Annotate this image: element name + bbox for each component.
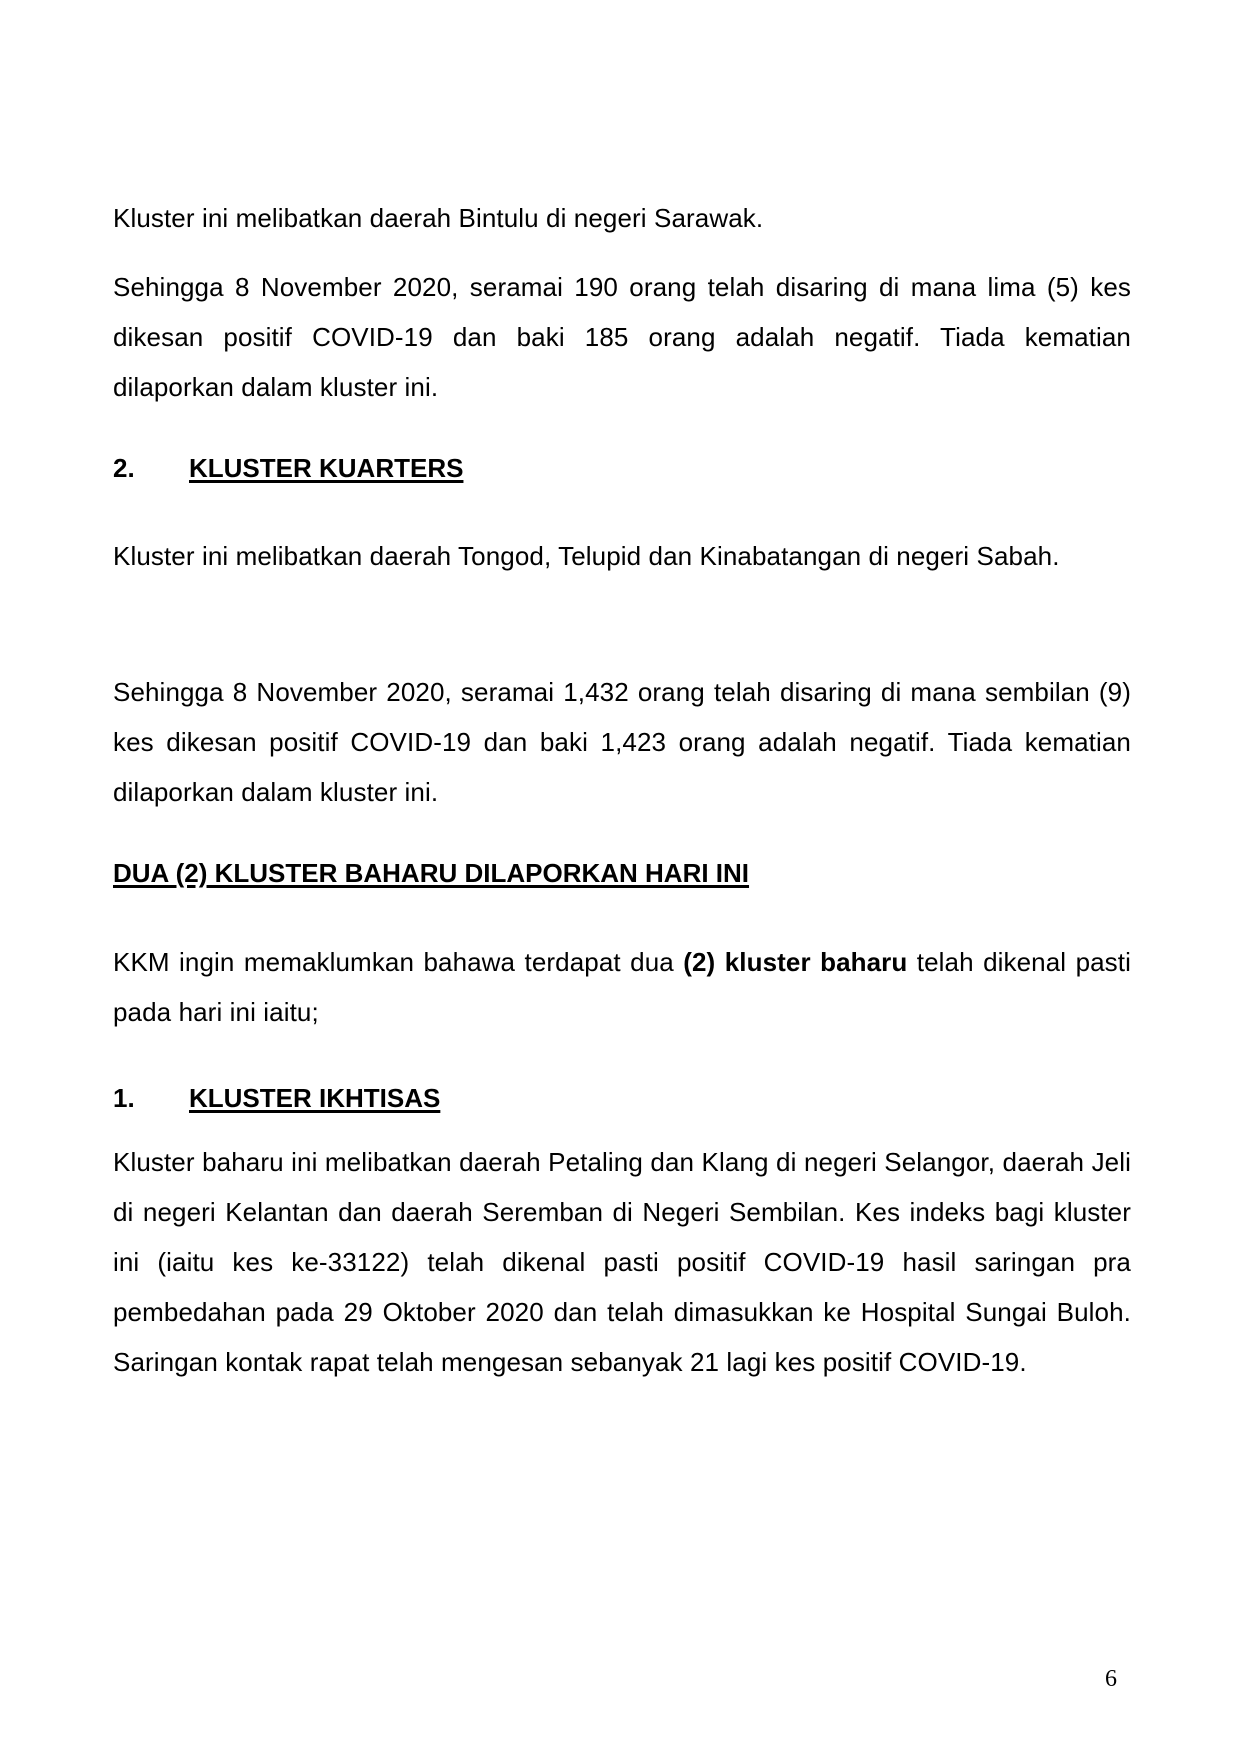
heading-title: KLUSTER KUARTERS [189,453,464,483]
intro-text-pre: KKM ingin memaklumkan bahawa terdapat dua [113,947,684,977]
intro-text-post: telah dikenal pasti pada hari ini iaitu; [113,947,1131,1027]
intro-text-bold: (2) kluster baharu [683,947,908,977]
paragraph-ikhtisas-details: Kluster baharu ini melibatkan daerah Petaling dan Klang di negeri Selangor, daerah Jeli di negeri Kelantan dan daerah Seremban di Negeri Sembilan. Kes indeks bagi kluster ini (iaitu kes ke-33122) telah dikenal pasti positif COVID-19 hasil saringan pra pembedahan pada 29 Oktober 2020 dan telah dimasukkan ke Hospital Sungai Buloh. Saringan kontak rapat telah mengesan sebanyak 21 lagi kes positif COVID-19. [113,1147,1131,1377]
heading-number: 1. [113,1083,135,1113]
heading-number: 2. [113,453,135,483]
paragraph-bintulu-stats: Sehingga 8 November 2020, seramai 190 orang telah disaring di mana lima (5) kes dikesan positif COVID-19 dan baki 185 orang adalah negatif. Tiada kematian dilaporkan dalam kluster ini. [113,272,1131,402]
heading-kluster-ikhtisas [113,1078,440,1118]
heading-title: KLUSTER IKHTISAS [189,1083,441,1113]
section-heading-new-clusters [113,853,749,893]
paragraph-bintulu: Kluster ini melibatkan daerah Bintulu di negeri Sarawak. [113,203,764,233]
paragraph-kuarters-districts: Kluster ini melibatkan daerah Tongod, Telupid dan Kinabatangan di negeri Sabah. [113,541,1060,571]
paragraph-kuarters-stats: Sehingga 8 November 2020, seramai 1,432 orang telah disaring di mana sembilan (9) kes dikesan positif COVID-19 dan baki 1,423 orang adalah negatif. Tiada kematian dilaporkan dalam kluster ini. [113,677,1131,807]
heading-kluster-kuarters [113,448,463,488]
section-heading-title: DUA (2) KLUSTER BAHARU DILAPORKAN HARI INI [113,858,750,888]
page-number: 6 [1105,1666,1117,1692]
paragraph-new-clusters-intro [113,937,1131,1037]
